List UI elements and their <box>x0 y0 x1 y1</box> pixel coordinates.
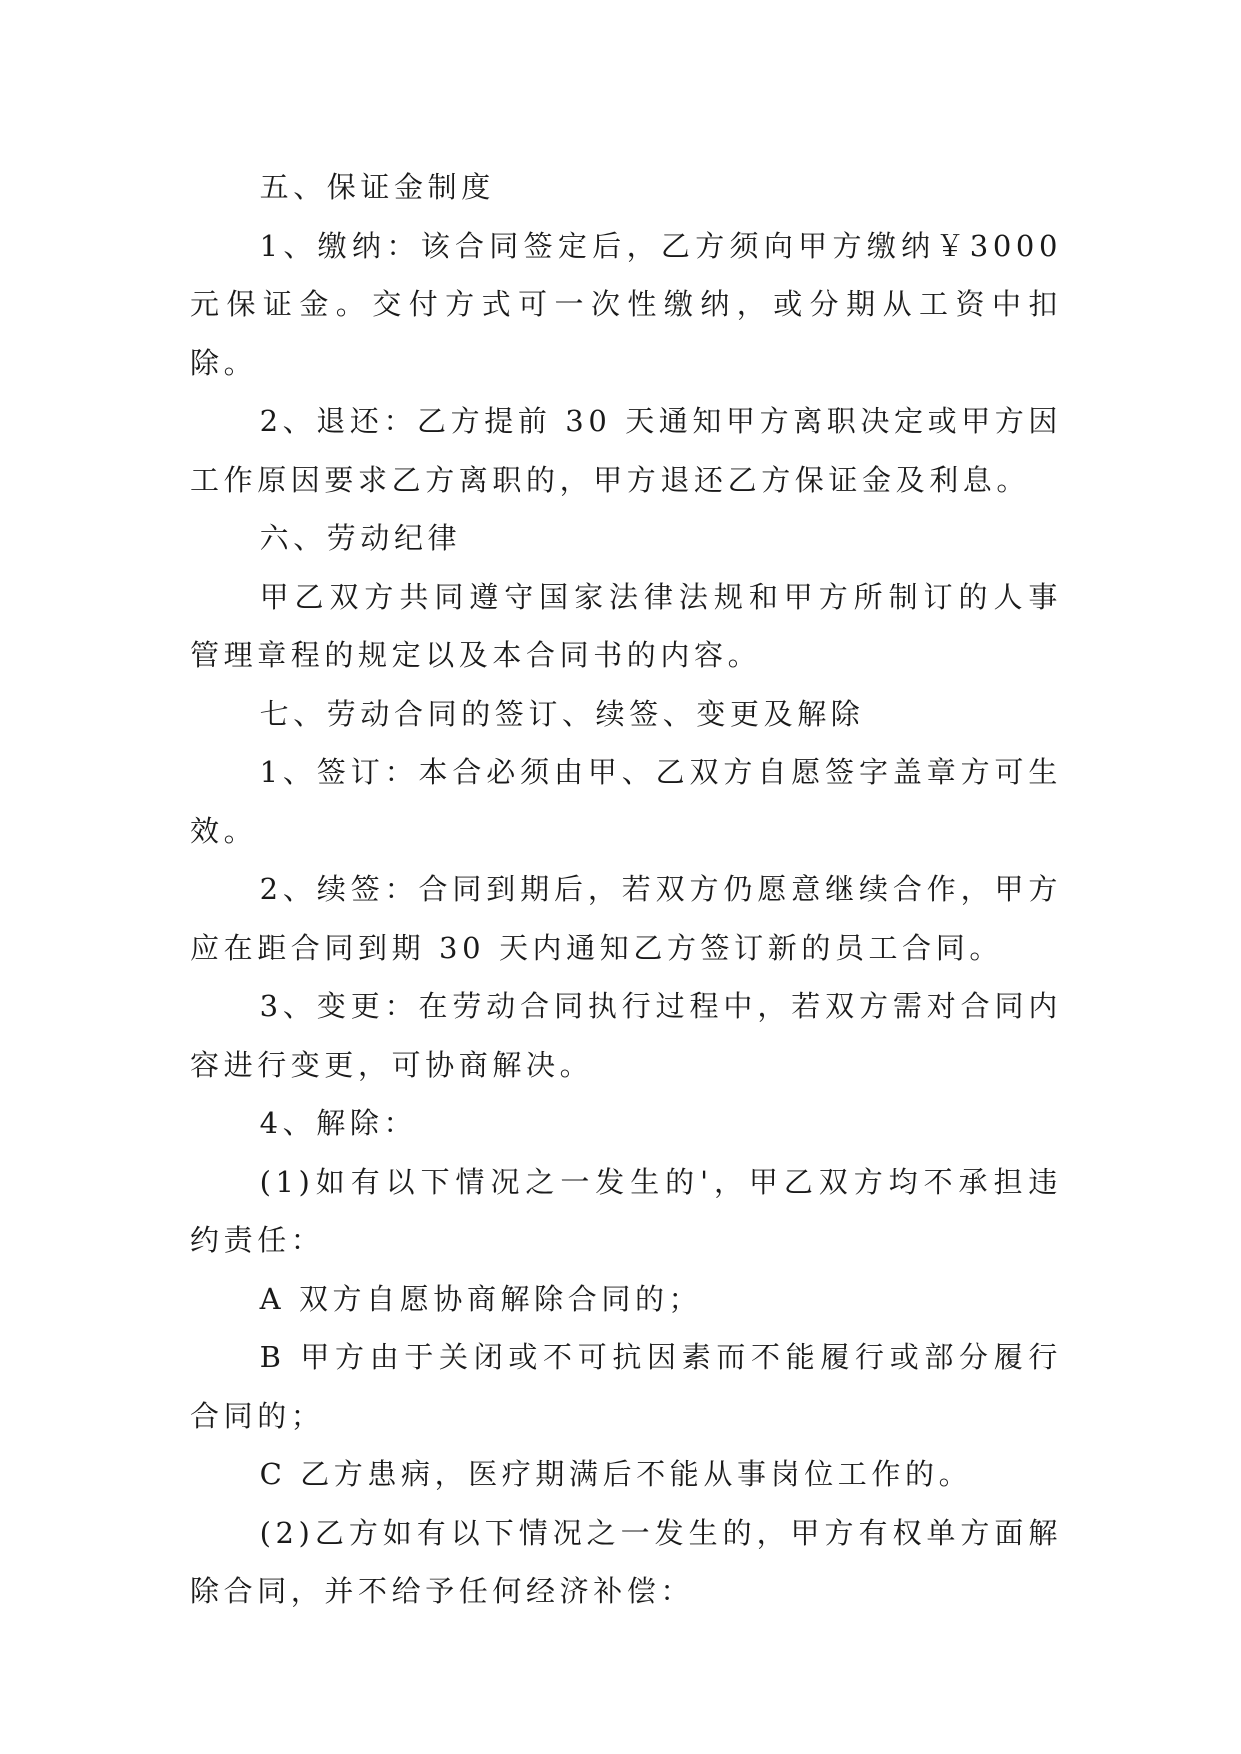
section-heading-deposit: 五、保证金制度 <box>259 170 495 204</box>
section-heading-discipline: 六、劳动纪律 <box>259 521 462 555</box>
paragraph-contract-termination: 4、解除： <box>259 1106 418 1140</box>
paragraph-contract-change: 3、变更：在劳动合同执行过程中，若双方需对合同内容进行变更，可协商解决。 <box>190 989 1062 1082</box>
paragraph-discipline: 甲乙双方共同遵守国家法律法规和甲方所制订的人事管理章程的规定以及本合同书的内容。 <box>190 579 1062 672</box>
paragraph-deposit-refund: 2、退还：乙方提前 30 天通知甲方离职决定或甲方因工作原因要求乙方离职的，甲方退还乙方保证金及利息。 <box>190 404 1062 497</box>
paragraph-termination-case-1: (1)如有以下情况之一发生的'，甲乙双方均不承担违约责任： <box>190 1164 1062 1257</box>
paragraph-contract-renewal: 2、续签：合同到期后，若双方仍愿意继续合作，甲方应在距合同到期 30 天内通知乙方签订新的员工合同。 <box>190 872 1062 965</box>
list-item-c: C 乙方患病，医疗期满后不能从事岗位工作的。 <box>259 1457 973 1491</box>
document-body <box>190 158 1062 1621</box>
paragraph-termination-case-2: (2)乙方如有以下情况之一发生的，甲方有权单方面解除合同，并不给予任何经济补偿： <box>190 1515 1062 1608</box>
paragraph-deposit-payment: 1、缴纳：该合同签定后，乙方须向甲方缴纳￥3000 元保证金。交付方式可一次性缴纳，或分期从工资中扣除。 <box>190 228 1062 380</box>
paragraph-contract-signing: 1、签订：本合必须由甲、乙双方自愿签字盖章方可生效。 <box>190 755 1062 848</box>
list-item-a: A 双方自愿协商解除合同的； <box>259 1281 703 1316</box>
section-heading-contract: 七、劳动合同的签订、续签、变更及解除 <box>259 696 865 731</box>
list-item-b: B 甲方由于关闭或不可抗因素而不能履行或部分履行合同的； <box>190 1340 1062 1433</box>
